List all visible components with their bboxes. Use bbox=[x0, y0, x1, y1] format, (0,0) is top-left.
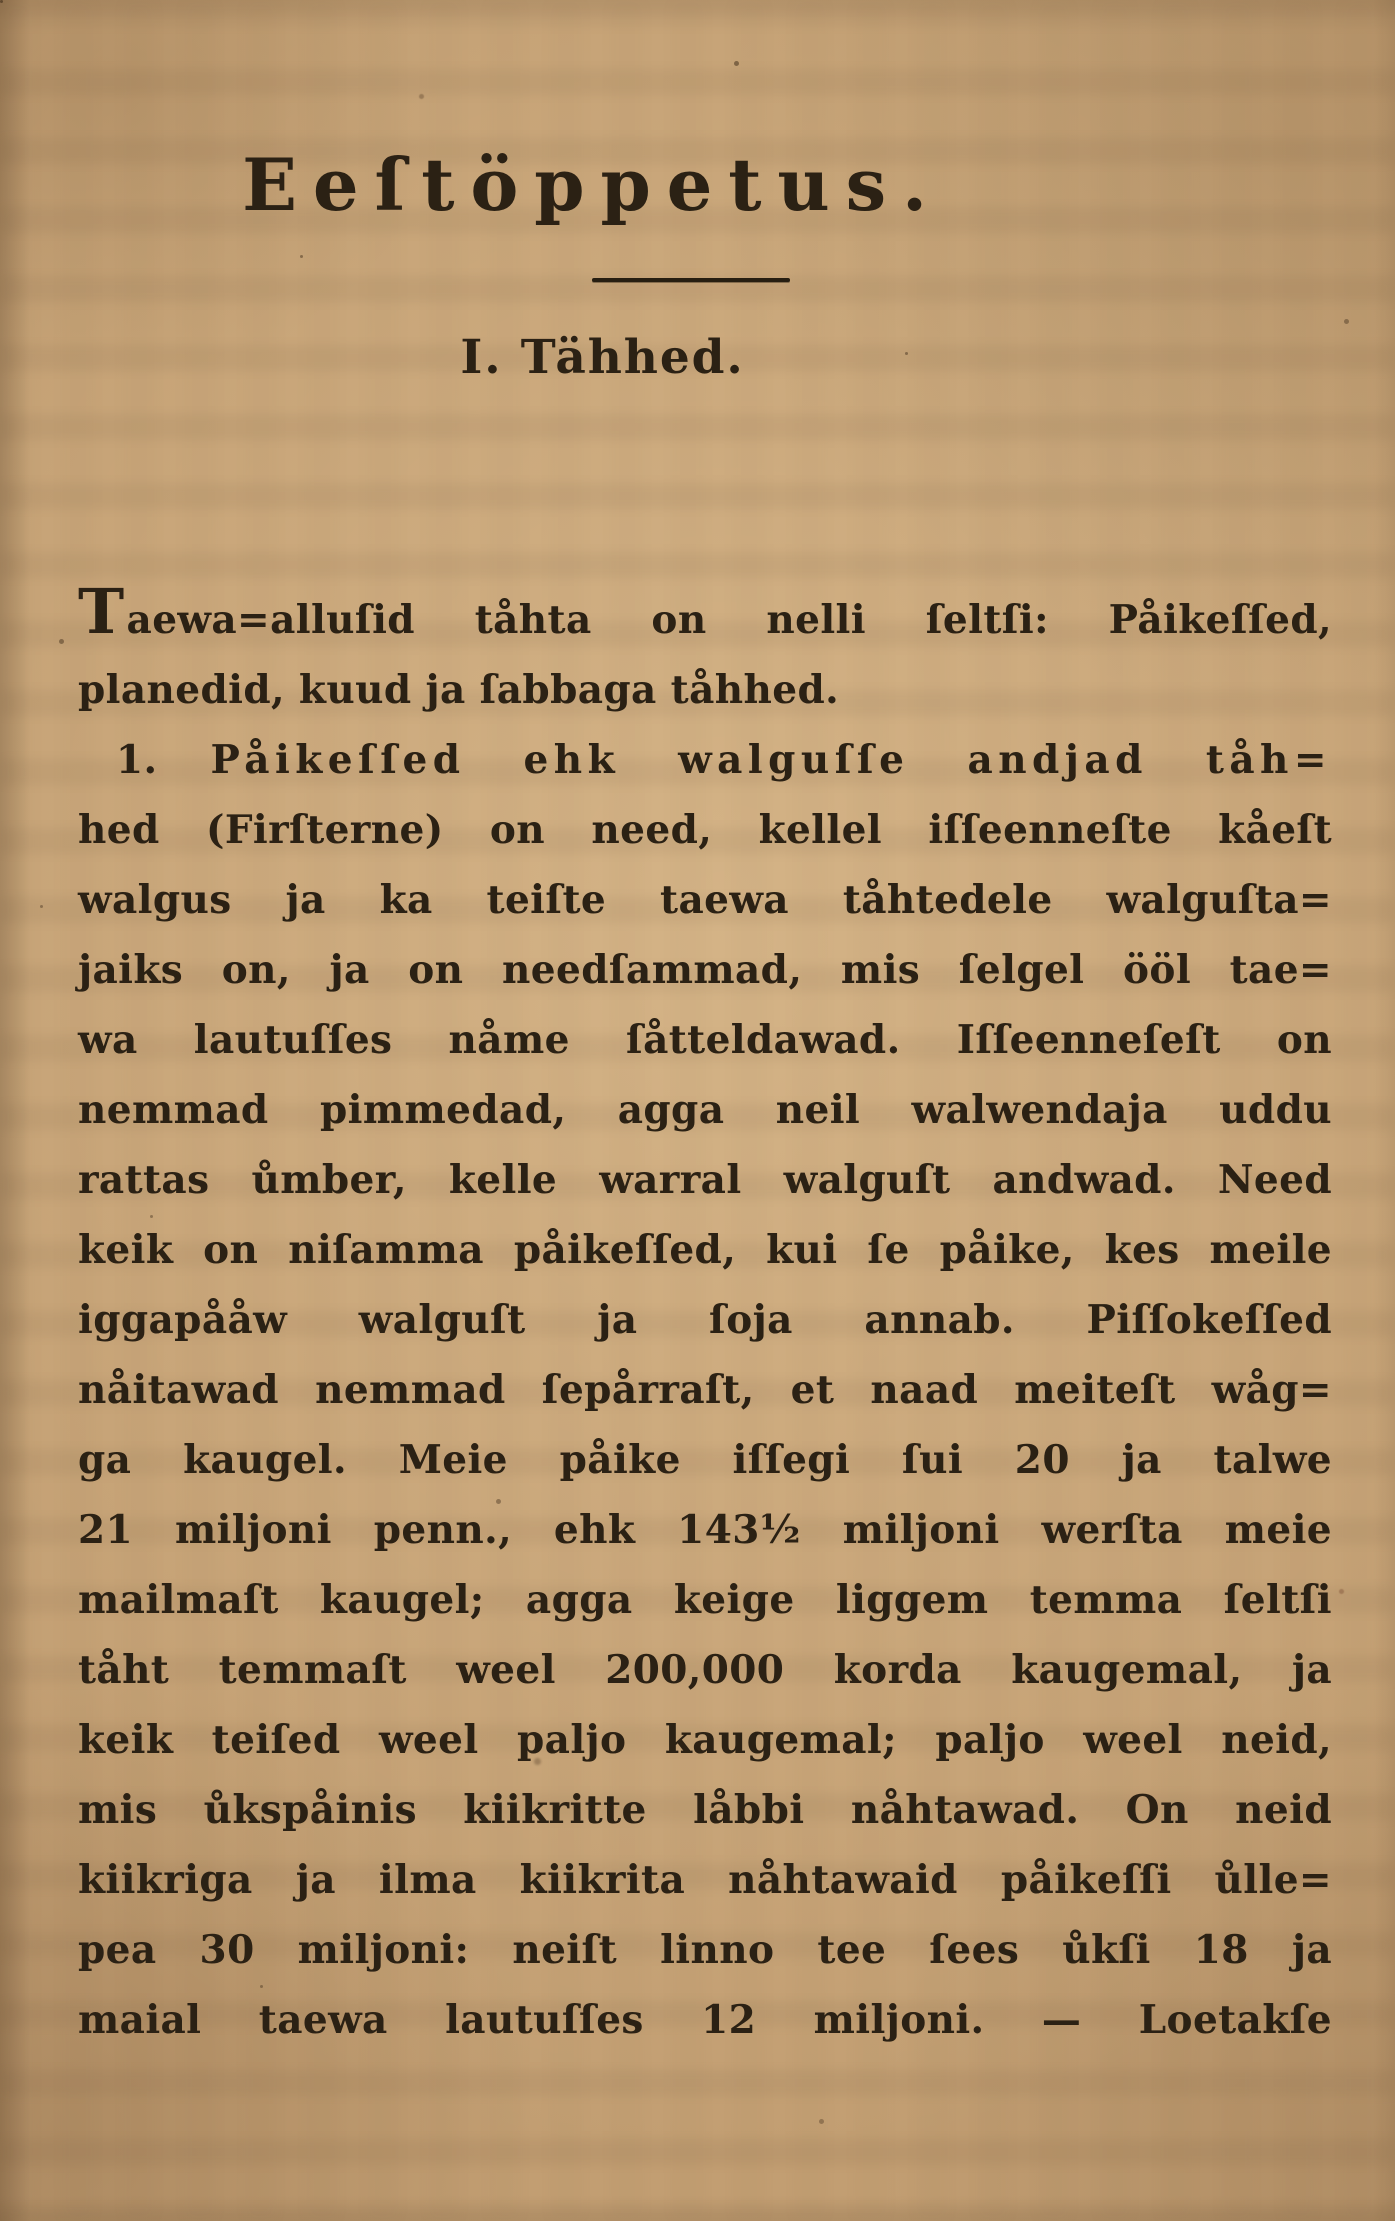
text-line: maial taewa lautuſſes 12 miljoni. — Loetakſe bbox=[78, 1997, 1332, 2043]
text-line: keik teiſed weel paljo kaugemal; paljo weel neid, bbox=[78, 1717, 1332, 1763]
text-line: 21 miljoni penn., ehk 143½ miljoni werſta meie bbox=[78, 1507, 1332, 1553]
text-line: kiikriga ja ilma kiikrita nåhtawaid påikeſſi ůlle= bbox=[78, 1857, 1332, 1903]
body-text bbox=[78, 575, 1332, 2055]
paper-speckles bbox=[0, 0, 3, 3]
text-line-content: aewa=alluſid tåhta on nelli ſeltſi: Påikeſſed, bbox=[126, 597, 1332, 643]
text-line: keik on niſamma påikeſſed, kui ſe påike, kes meile bbox=[78, 1227, 1332, 1273]
text-line: walgus ja ka teiſte taewa tåhtedele walguſta= bbox=[78, 877, 1332, 923]
text-line: mailmaſt kaugel; agga keige liggem temma ſeltſi bbox=[78, 1577, 1332, 1623]
section-heading: I. Tähhed. bbox=[460, 330, 745, 385]
text-line: hed (Firſterne) on need, kellel iſſeenneſte kåeſt bbox=[78, 807, 1332, 853]
text-line: pea 30 miljoni: neiſt linno tee ſees ůkſi 18 ja bbox=[78, 1927, 1332, 1973]
text-line: tåht temmaſt weel 200,000 korda kaugemal, ja bbox=[78, 1647, 1332, 1693]
text-line: wa lautuſſes nåme ſåtteldawad. Iſſeenneſeſt on bbox=[78, 1017, 1332, 1063]
text-line: ga kaugel. Meie påike iſſegi ſui 20 ja talwe bbox=[78, 1437, 1332, 1483]
emphasized-phrase: Påikeſſed ehk walguſſe andjad tåh= bbox=[210, 737, 1332, 783]
page-title: Eeſtöppetus. bbox=[242, 142, 943, 227]
text-line: planedid, kuud ja ſabbaga tåhhed. bbox=[78, 667, 840, 713]
divider-rule bbox=[592, 278, 790, 282]
drop-cap-initial: T bbox=[78, 575, 125, 648]
text-line: jaiks on, ja on needſammad, mis ſelgel ööl tae= bbox=[78, 947, 1332, 993]
text-line bbox=[78, 575, 1332, 655]
text-line: rattas ůmber, kelle warral walguſt andwad. Need bbox=[78, 1157, 1332, 1203]
text-line bbox=[78, 725, 1332, 795]
text-line: mis ůkspåinis kiikritte låbbi nåhtawad. On neid bbox=[78, 1787, 1332, 1833]
text-line: nemmad pimmedad, agga neil walwendaja uddu bbox=[78, 1087, 1332, 1133]
text-line: nåitawad nemmad ſepårraſt, et naad meiteſt wåg= bbox=[78, 1367, 1332, 1413]
text-line: iggapååw walguſt ja ſoja annab. Piſſokeſſed bbox=[78, 1297, 1332, 1343]
paragraph-number: 1. bbox=[116, 737, 158, 783]
